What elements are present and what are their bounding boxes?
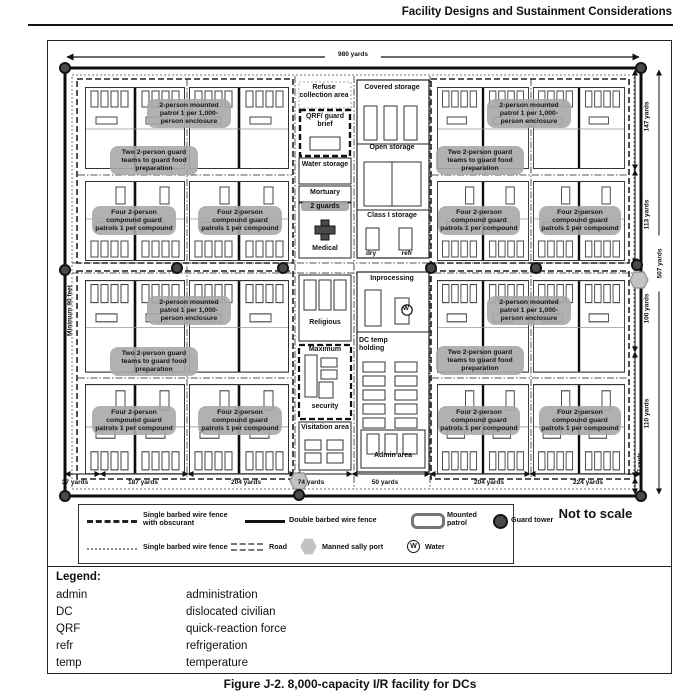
symbol-legend bbox=[78, 504, 554, 564]
label-two-guards: 2 guards bbox=[301, 202, 349, 211]
dim-right-147: 147 yards bbox=[643, 101, 651, 132]
callout-compound-patrols: Four 2-person compound guard patrols 1 per compound bbox=[198, 206, 282, 235]
callout-compound-patrols: Four 2-person compound guard patrols 1 per compound bbox=[198, 406, 282, 435]
support-col1-top bbox=[299, 82, 351, 258]
header-rule bbox=[28, 24, 673, 26]
dim-left-minimum: Minimum 90 feet bbox=[66, 285, 74, 336]
label-mortuary: Mortuary bbox=[310, 189, 340, 196]
legend-row bbox=[56, 606, 276, 618]
legend-sally-port: Manned sally port bbox=[322, 542, 384, 551]
legend-water: Water bbox=[425, 542, 445, 551]
callout-compound-patrols: Four 2-person compound guard patrols 1 per compound bbox=[539, 406, 621, 435]
label-inprocessing: Inprocessing bbox=[370, 275, 414, 282]
dim-bottom-187: 187 yards bbox=[128, 479, 158, 486]
abbrev-term: QRF bbox=[56, 623, 81, 635]
callout-compound-patrols: Four 2-person compound guard patrols 1 per compound bbox=[92, 206, 176, 235]
figure-caption: Figure J-2. 8,000-capacity I/R facility for DCs bbox=[223, 677, 477, 691]
abbrev-def: temperature bbox=[186, 657, 249, 669]
callout-mounted-patrol: 2-person mounted patrol 1 per 1,000-person enclosure bbox=[487, 99, 571, 128]
callout-mounted-patrol: 2-person mounted patrol 1 per 1,000-person enclosure bbox=[147, 99, 231, 128]
dim-bottom-74: 74 yards bbox=[297, 479, 325, 486]
legend-road: Road bbox=[269, 542, 287, 551]
abbreviation-legend bbox=[47, 566, 672, 674]
legend-title: Legend: bbox=[56, 571, 101, 583]
road-sample bbox=[231, 543, 263, 551]
callout-food-guards: Two 2-person guard teams to guard food preparation bbox=[110, 146, 198, 175]
callout-compound-patrols: Four 2-person compound guard patrols 1 per compound bbox=[92, 406, 176, 435]
callout-compound-patrols: Four 2-person compound guard patrols 1 per compound bbox=[438, 406, 520, 435]
legend-row bbox=[56, 640, 247, 652]
abbrev-term: DC bbox=[56, 606, 73, 618]
abbrev-term: admin bbox=[56, 589, 88, 601]
abbrev-term: temp bbox=[56, 657, 82, 669]
legend-single-fence: Single barbed wire fence bbox=[143, 542, 228, 551]
legend-guard-tower: Guard tower bbox=[511, 515, 554, 524]
label-dry: dry bbox=[365, 250, 377, 257]
label-refuse-area: Refuse collection area bbox=[299, 84, 349, 99]
abbrev-def: dislocated civilian bbox=[186, 606, 276, 618]
dim-right-110: 110 yards bbox=[643, 398, 651, 429]
abbrev-def: refrigeration bbox=[186, 640, 248, 652]
support-col2-top bbox=[357, 80, 429, 258]
abbrev-term: refr bbox=[56, 640, 74, 652]
callout-food-guards: Two 2-person guard teams to guard food preparation bbox=[110, 347, 198, 376]
dim-right-100: 100 yards bbox=[643, 293, 651, 324]
legend-single-obscurant: Single barbed wire fence with obscurant bbox=[143, 510, 228, 527]
water-icon-letter: W bbox=[402, 305, 410, 312]
dim-right-37: 37 yards bbox=[637, 452, 643, 476]
legend-double-fence: Double barbed wire fence bbox=[289, 515, 377, 524]
label-refr: refr bbox=[401, 250, 413, 257]
page-header: Facility Designs and Sustainment Considerations bbox=[401, 6, 672, 18]
label-water-storage: Water storage bbox=[301, 161, 349, 168]
label-open-storage: Open storage bbox=[369, 144, 415, 151]
label-religious: Religious bbox=[309, 319, 341, 326]
facility-diagram bbox=[47, 40, 672, 568]
legend-row bbox=[56, 623, 286, 635]
label-visitation: Visitation area bbox=[301, 424, 349, 431]
dim-bottom-50: 50 yards bbox=[371, 479, 399, 486]
dim-right-total: 507 yards bbox=[657, 236, 664, 292]
mounted-patrol-sample bbox=[411, 513, 445, 529]
guard-tower-icon bbox=[493, 514, 508, 529]
support-col1-bottom bbox=[299, 275, 351, 470]
label-class1-storage: Class I storage bbox=[367, 212, 417, 219]
legend-mounted-patrol: Mounted patrol bbox=[447, 510, 477, 527]
dim-top: 980 yards bbox=[325, 51, 381, 58]
label-maximum: Maximum bbox=[308, 346, 342, 353]
callout-mounted-patrol: 2-person mounted patrol 1 per 1,000-person enclosure bbox=[487, 296, 571, 325]
label-qrf-brief: QRF/ guard brief bbox=[305, 113, 345, 128]
label-dc-temp-holding: DC temp holding bbox=[359, 337, 388, 352]
callout-food-guards: Two 2-person guard teams to guard food preparation bbox=[436, 346, 524, 375]
legend-row bbox=[56, 589, 258, 601]
callout-food-guards: Two 2-person guard teams to guard food preparation bbox=[436, 146, 524, 175]
dim-right-113: 113 yards bbox=[643, 199, 651, 230]
compound bbox=[533, 281, 624, 373]
callout-mounted-patrol: 2-person mounted patrol 1 per 1,000-person enclosure bbox=[147, 296, 231, 325]
dotted-fence-sample bbox=[87, 548, 137, 550]
dim-bottom-37: 37 yards bbox=[61, 479, 89, 486]
compound bbox=[190, 281, 289, 373]
callout-compound-patrols: Four 2-person compound guard patrols 1 per compound bbox=[438, 206, 520, 235]
label-covered-storage: Covered storage bbox=[364, 84, 420, 91]
dashed-fence-sample bbox=[87, 520, 137, 523]
label-admin-area: Admin area bbox=[373, 452, 413, 459]
label-security: security bbox=[311, 403, 339, 410]
support-col2-bottom bbox=[357, 272, 429, 472]
not-to-scale-note: Not to scale bbox=[558, 506, 633, 521]
sally-port-icon bbox=[300, 538, 317, 555]
dim-bottom-224: 224 yards bbox=[573, 479, 603, 486]
solid-fence-sample bbox=[245, 520, 285, 523]
dim-bottom-204: 204 yards bbox=[231, 479, 261, 486]
callout-compound-patrols: Four 2-person compound guard patrols 1 per compound bbox=[539, 206, 621, 235]
legend-row bbox=[56, 657, 248, 669]
abbrev-def: quick-reaction force bbox=[186, 623, 287, 635]
dim-bottom-204b: 204 yards bbox=[474, 479, 504, 486]
water-legend-icon: W bbox=[407, 540, 420, 553]
abbrev-def: administration bbox=[186, 589, 258, 601]
label-medical: Medical bbox=[312, 245, 338, 252]
